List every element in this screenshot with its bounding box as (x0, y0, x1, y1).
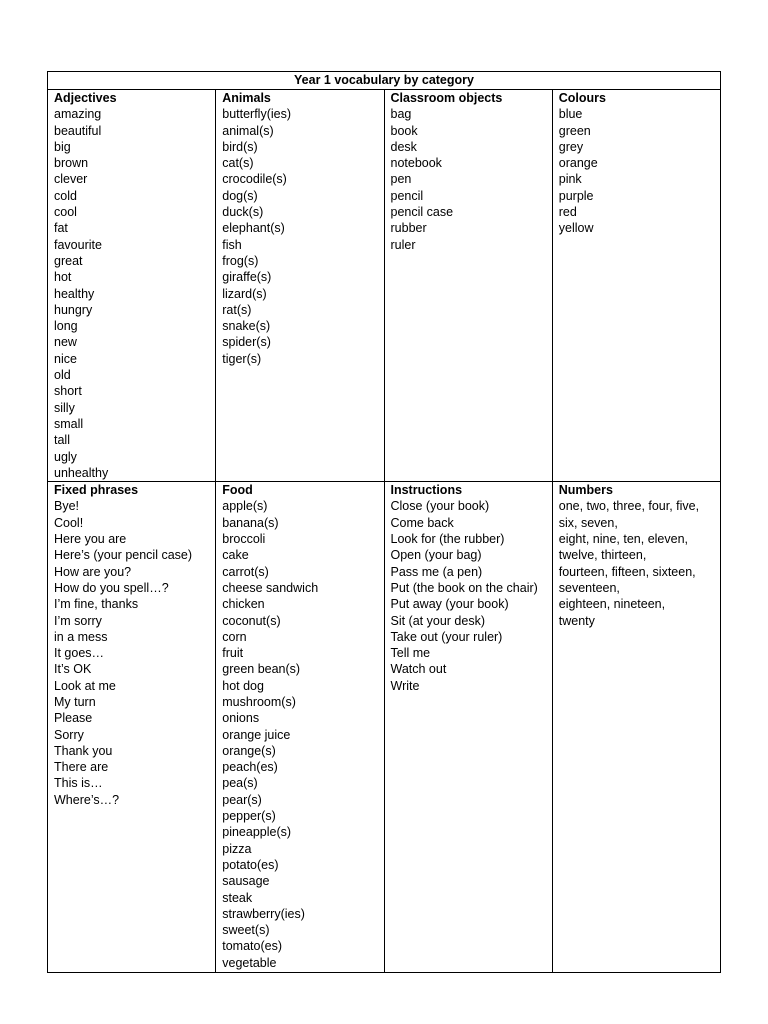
word-item: apple(s) (222, 499, 268, 514)
word-item: yellow (558, 221, 594, 236)
word-item: Sit (at your desk) (390, 613, 485, 628)
word-item: It’s OK (54, 662, 92, 677)
word-item: Cool! (54, 515, 84, 530)
word-item: I’m sorry (54, 613, 102, 628)
word-item: fruit (222, 646, 244, 661)
word-item: purple (558, 188, 594, 203)
word-item: Come back (390, 515, 454, 530)
word-item: tall (54, 433, 70, 448)
word-item: Bye! (54, 499, 80, 514)
word-item: silly (54, 400, 75, 415)
word-item: cat(s) (222, 156, 254, 171)
word-list (391, 498, 546, 694)
word-item: hot dog (222, 678, 264, 693)
word-item: cheese sandwich (222, 580, 319, 595)
word-item: Open (your bag) (390, 548, 482, 563)
word-item: rat(s) (222, 302, 252, 317)
word-item: giraffe(s) (222, 270, 272, 285)
word-item: duck(s) (222, 205, 264, 220)
word-item: How do you spell…? (54, 580, 169, 595)
word-item: favourite (54, 237, 102, 252)
word-item: pen (390, 172, 412, 187)
word-item: Where’s…? (54, 792, 120, 807)
word-item: hot (54, 270, 72, 285)
word-item: clever (54, 172, 88, 187)
word-item: cool (54, 205, 77, 220)
word-list (559, 498, 714, 628)
word-item: ruler (390, 237, 416, 252)
word-item: corn (222, 629, 247, 644)
word-item: peach(es) (222, 760, 278, 775)
word-item: Put away (your book) (390, 597, 509, 612)
word-item: butterfly(ies) (222, 107, 292, 122)
word-item: short (54, 384, 82, 399)
word-item: green bean(s) (222, 662, 301, 677)
word-list (222, 498, 377, 971)
word-item: Please (54, 711, 93, 726)
word-item: fourteen, fifteen, sixteen, seventeen, (558, 564, 696, 595)
word-item: Sorry (54, 727, 84, 742)
category-row-1 (48, 90, 721, 482)
word-item: mushroom(s) (222, 694, 296, 709)
word-item: I’m fine, thanks (54, 597, 139, 612)
word-item: frog(s) (222, 253, 259, 268)
title-row (48, 72, 721, 90)
word-item: in a mess (54, 629, 108, 644)
word-item: pencil case (390, 205, 454, 220)
word-item: lizard(s) (222, 286, 267, 301)
word-item: blue (558, 107, 583, 122)
word-item: strawberry(ies) (222, 906, 305, 921)
word-item: eight, nine, ten, eleven, twelve, thirteen, (558, 532, 689, 563)
word-item: snake(s) (222, 319, 271, 334)
word-item: Here’s (your pencil case) (54, 548, 193, 563)
word-item: grey (558, 139, 584, 154)
word-item: Thank you (54, 743, 113, 758)
word-item: How are you? (54, 564, 132, 579)
word-item: one, two, three, four, five, six, seven, (558, 499, 700, 530)
word-item: onions (222, 711, 260, 726)
word-item: My turn (54, 694, 96, 709)
word-item: Here you are (54, 532, 127, 547)
category-heading: Animals (222, 91, 271, 105)
word-item: bird(s) (222, 139, 258, 154)
category-row-2 (48, 482, 721, 973)
word-item: elephant(s) (222, 221, 285, 236)
word-item: brown (54, 156, 89, 171)
category-cell (552, 90, 720, 482)
word-item: book (390, 123, 418, 138)
word-item: spider(s) (222, 335, 271, 350)
word-item: fish (222, 237, 242, 252)
word-list (391, 106, 546, 253)
word-item: long (54, 319, 78, 334)
category-cell (384, 482, 552, 973)
category-cell (48, 482, 216, 973)
word-item: ugly (54, 449, 77, 464)
word-item: carrot(s) (222, 564, 269, 579)
word-item: dog(s) (222, 188, 258, 203)
word-list (222, 106, 377, 367)
word-item: cold (54, 188, 77, 203)
word-item: great (54, 253, 83, 268)
word-item: healthy (54, 286, 95, 301)
word-item: banana(s) (222, 515, 279, 530)
category-heading: Classroom objects (390, 91, 503, 105)
word-item: potato(es) (222, 857, 279, 872)
word-item: pineapple(s) (222, 825, 292, 840)
word-item: sausage (222, 874, 270, 889)
category-cell (552, 482, 720, 973)
category-heading: Fixed phrases (54, 483, 139, 498)
word-item: orange juice (222, 727, 291, 742)
word-item: pencil (390, 188, 424, 203)
word-item: hungry (54, 302, 93, 317)
word-item: Look at me (54, 678, 116, 693)
category-heading: Instructions (390, 483, 463, 498)
word-item: twenty (558, 613, 595, 628)
word-item: orange (558, 156, 598, 171)
document-sheet (47, 71, 721, 973)
word-item: amazing (54, 107, 102, 122)
word-item: Close (your book) (390, 499, 490, 514)
word-item: Look for (the rubber) (390, 532, 505, 547)
word-item: big (54, 139, 71, 154)
word-item: Take out (your ruler) (390, 629, 503, 644)
word-item: pepper(s) (222, 809, 276, 824)
word-item: nice (54, 351, 77, 366)
word-item: It goes… (54, 646, 105, 661)
word-item: desk (390, 139, 417, 154)
word-item: There are (54, 760, 109, 775)
word-list (54, 498, 209, 808)
category-cell (216, 482, 384, 973)
word-item: beautiful (54, 123, 102, 138)
word-item: pink (558, 172, 582, 187)
category-cell (384, 90, 552, 482)
word-item: broccoli (222, 532, 266, 547)
word-item: green (558, 123, 591, 138)
vocabulary-table (47, 71, 721, 973)
word-item: Tell me (390, 646, 431, 661)
word-item: animal(s) (222, 123, 274, 138)
word-list (54, 106, 209, 481)
word-item: bag (390, 107, 412, 122)
category-heading: Food (222, 483, 253, 498)
word-item: eighteen, nineteen, (558, 597, 666, 612)
word-item: steak (222, 890, 253, 905)
word-item: Pass me (a pen) (390, 564, 483, 579)
word-item: This is… (54, 776, 103, 791)
word-item: small (54, 416, 84, 431)
word-item: fat (54, 221, 68, 236)
category-cell (216, 90, 384, 482)
word-item: new (54, 335, 77, 350)
word-item: Write (390, 678, 420, 693)
category-cell (48, 90, 216, 482)
word-item: pear(s) (222, 792, 262, 807)
word-item: pea(s) (222, 776, 258, 791)
word-item: sweet(s) (222, 923, 270, 938)
table-title: Year 1 vocabulary by category (48, 72, 721, 90)
word-item: notebook (390, 156, 442, 171)
word-item: unhealthy (54, 465, 109, 480)
word-list (559, 106, 714, 236)
word-item: crocodile(s) (222, 172, 287, 187)
word-item: rubber (390, 221, 427, 236)
word-item: chicken (222, 597, 265, 612)
word-item: tiger(s) (222, 351, 262, 366)
word-item: Put (the book on the chair) (390, 580, 538, 595)
word-item: red (558, 205, 577, 220)
word-item: cake (222, 548, 249, 563)
word-item: coconut(s) (222, 613, 281, 628)
word-item: old (54, 368, 71, 383)
word-item: pizza (222, 841, 252, 856)
category-heading: Numbers (558, 483, 613, 498)
category-heading: Adjectives (54, 91, 117, 105)
word-item: orange(s) (222, 743, 276, 758)
word-item: tomato(es) (222, 939, 282, 954)
word-item: Watch out (390, 662, 447, 677)
word-item: vegetable (222, 955, 277, 970)
category-heading: Colours (558, 91, 606, 105)
